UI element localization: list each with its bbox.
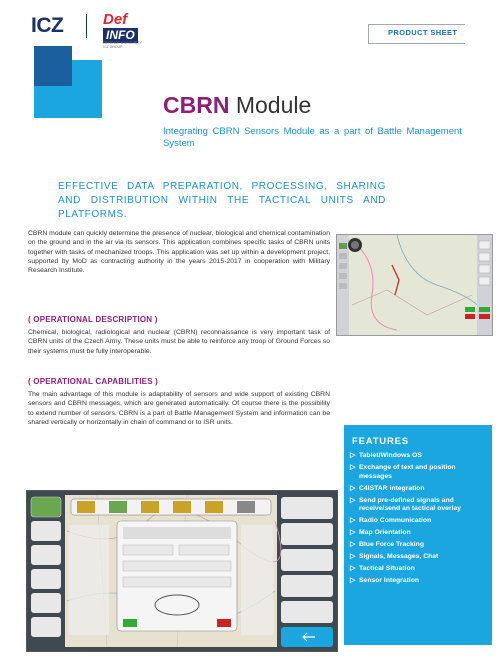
features-title: FEATURES [352,436,409,447]
feature-item: ▷ Map Orientation [350,529,411,537]
page-title-rest: Module [229,92,312,118]
operational-capabilities-heading: ( OPERATIONAL CAPABILITIES ) [28,377,159,386]
features-list [350,452,488,589]
page-subtitle: Integrating CBRN Sensors Module as a part of Battle Management System [163,126,462,149]
feature-item: ▷ Tablet/Windows OS [350,452,422,459]
triangle-bullet-icon: ▷ [350,517,356,525]
triangle-bullet-icon: ▷ [350,496,356,504]
definfo-logo-def: Def [103,11,128,28]
definfo-logo-subtext: DEFENCE & SECURITY ICZ GROUP [103,41,142,49]
icz-logo: ICZ [31,14,64,37]
triangle-bullet-icon: ▷ [350,452,356,459]
page-title-bold: CBRN [163,92,230,118]
product-sheet-label: PRODUCT SHEET [388,28,458,37]
operational-description-heading: ( OPERATIONAL DESCRIPTION ) [28,315,158,324]
feature-item: ▷ Signals, Messages, Chat [350,553,439,561]
page-title [163,92,311,119]
feature-item: ▷ Send pre-defined signals and receive/send an tactical overlay [350,496,462,513]
triangle-bullet-icon: ▷ [350,541,356,549]
feature-item: ▷ C4ISTAR integration [350,484,425,492]
operational-description-text: Chemical, biological, radiological and nuclear (CBRN) reconnaissance is very important task of CBRN units of the Czech Army. These units must be able to reinforce any troop of Ground Forces so their systems must be fully interoperable. [28,329,330,355]
map-screenshot-small-graphic [337,235,492,335]
feature-item: ▷ Tactical Situation [350,565,415,573]
decor-square-dark [34,46,72,86]
feature-item: ▷ Sensor Integration [350,577,420,585]
triangle-bullet-icon: ▷ [350,529,356,537]
triangle-bullet-icon: ▷ [350,553,356,561]
definfo-logo-info: INFO [103,28,138,43]
cbrn-app-screenshot-graphic [27,491,337,651]
triangle-bullet-icon: ▷ [350,463,356,471]
triangle-bullet-icon: ▷ [350,484,356,492]
triangle-bullet-icon: ▷ [350,577,356,585]
intro-paragraph: CBRN module can quickly determine the presence of nuclear, biological and chemical contamination on the ground and in the air via its sensors. This application combines specific tasks of CBRN units together with tasks of mechanized troops. This application was set up within a development project, supported by MoD as contracting authority in the years 2015-2017 in cooperation with Military Research Institute. [28,230,330,275]
feature-item: ▷ Exchange of text and position messages [350,463,456,480]
operational-capabilities-text: The main advantage of this module is adaptability of sensors and wide support of existing CBRN sensors and CBRN messages, which are generated automatically. Of course there is the possibility to extend number of sensors. CBRN is a part of Battle Management System and information can be shared vertically or horizontally in chain of command or to ISR units. [28,391,330,426]
definfo-logo [103,12,138,43]
tagline: EFFECTIVE DATA PREPARATION, PROCESSING, SHARING AND DISTRIBUTION WITHIN THE TACTICAL UNITS AND PLATFORMS. [58,181,386,220]
triangle-bullet-icon: ▷ [350,565,356,573]
map-screenshot-small [336,234,493,336]
feature-item: ▷ Blue Force Tracking [350,541,424,549]
cbrn-app-screenshot [26,490,338,652]
feature-item: ▷ Radio Communication [350,517,432,525]
logo-separator [86,14,87,38]
